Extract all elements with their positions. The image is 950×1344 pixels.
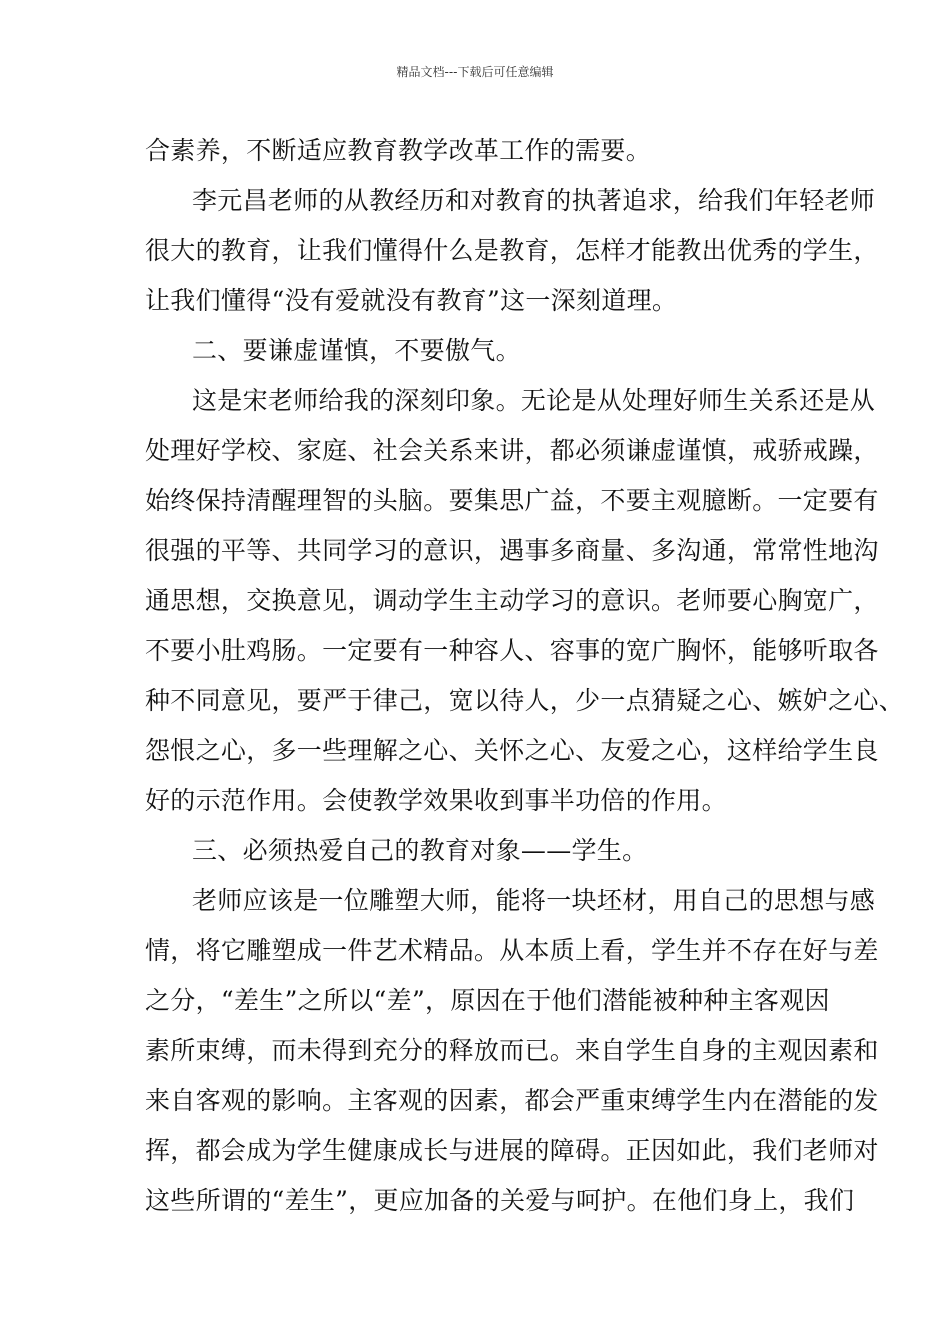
page-header: 精品文档---下载后可任意编辑 bbox=[396, 65, 554, 79]
text-line: 很大的教育，让我们懂得什么是教育，怎样才能教出优秀的学生， bbox=[145, 236, 879, 265]
text-line: 来自客观的影响。主客观的因素，都会严重束缚学生内在潜能的发 bbox=[145, 1086, 879, 1115]
text-line: 怨恨之心，多一些理解之心、关怀之心、友爱之心，这样给学生良 bbox=[145, 736, 879, 765]
text-line: 不要小肚鸡肠。一定要有一种容人、容事的宽广胸怀，能够听取各 bbox=[145, 636, 879, 665]
paragraph-start-line: 李元昌老师的从教经历和对教育的执著追求，给我们年轻老师 bbox=[192, 186, 876, 215]
text-line: 挥，都会成为学生健康成长与进展的障碍。正因如此，我们老师对 bbox=[145, 1136, 879, 1165]
section-heading: 三、必须热爱自己的教育对象——学生。 bbox=[192, 836, 648, 865]
text-line: 情，将它雕塑成一件艺术精品。从本质上看，学生并不存在好与差 bbox=[145, 936, 879, 965]
text-line: 始终保持清醒理智的头脑。要集思广益，不要主观臆断。一定要有 bbox=[145, 486, 879, 515]
text-line: 种不同意见，要严于律己，宽以待人，少一点猜疑之心、嫉妒之心、 bbox=[145, 686, 905, 715]
paragraph-start-line: 这是宋老师给我的深刻印象。无论是从处理好师生关系还是从 bbox=[192, 386, 876, 415]
text-line: 素所束缚，而未得到充分的释放而已。来自学生自身的主观因素和 bbox=[145, 1036, 879, 1065]
text-line: 让我们懂得“没有爱就没有教育”这一深刻道理。 bbox=[145, 286, 678, 315]
text-line: 之分，“差生”之所以“差”，原因在于他们潜能被种种主客观因 bbox=[145, 986, 830, 1015]
text-line: 通思想，交换意见，调动学生主动学习的意识。老师要心胸宽广， bbox=[145, 586, 879, 615]
text-line: 很强的平等、共同学习的意识，遇事多商量、多沟通，常常性地沟 bbox=[145, 536, 879, 565]
text-line: 这些所谓的“差生”，更应加备的关爱与呵护。在他们身上，我们 bbox=[145, 1186, 855, 1215]
text-line: 处理好学校、家庭、社会关系来讲，都必须谦虚谨慎，戒骄戒躁， bbox=[145, 436, 879, 465]
text-line: 合素养，不断适应教育教学改革工作的需要。 bbox=[145, 136, 652, 165]
paragraph-start-line: 老师应该是一位雕塑大师，能将一块坯材，用自己的思想与感 bbox=[192, 886, 876, 915]
text-line: 好的示范作用。会使教学效果收到事半功倍的作用。 bbox=[145, 786, 727, 815]
section-heading: 二、要谦虚谨慎，不要傲气。 bbox=[192, 336, 521, 365]
